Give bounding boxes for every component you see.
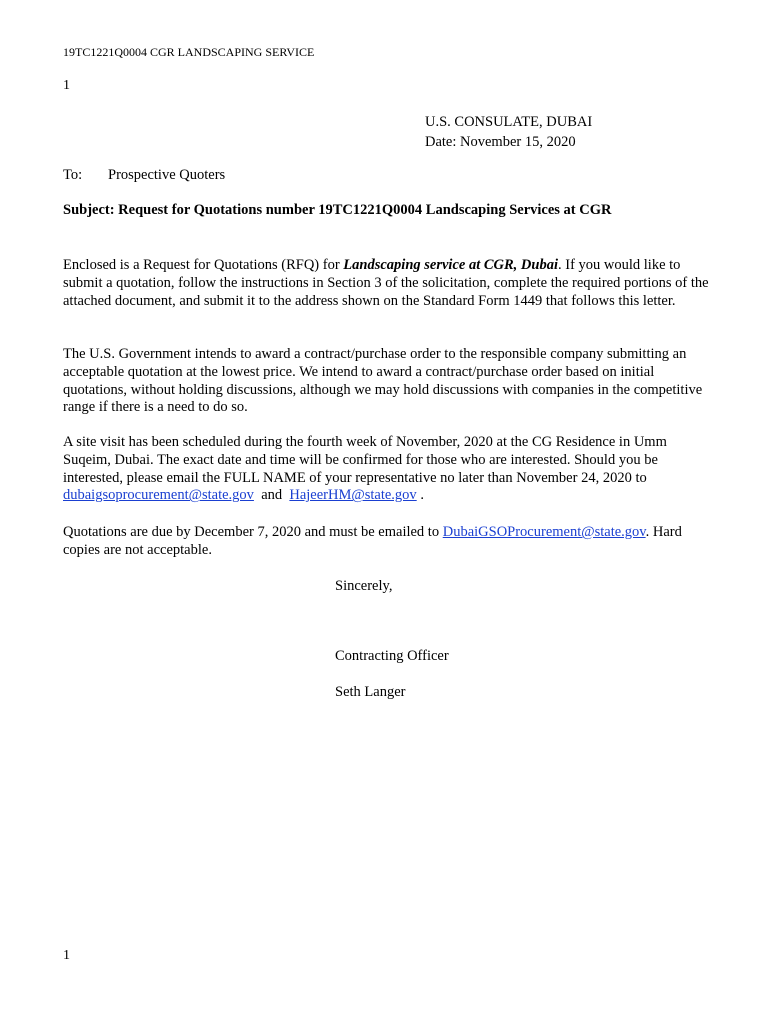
paragraph-enclosure xyxy=(63,257,713,310)
page-header: 19TC1221Q0004 CGR LANDSCAPING SERVICE xyxy=(63,45,315,59)
to-value: Prospective Quoters xyxy=(108,167,226,183)
sender-office: U.S. CONSULATE, DUBAI xyxy=(425,114,593,130)
email-link-dubaigso[interactable]: dubaigsoprocurement@state.gov xyxy=(63,487,254,504)
p1-emphasis: Landscaping service at CGR, Dubai xyxy=(343,257,558,273)
p3-between: and xyxy=(253,487,290,504)
paragraph-site-visit xyxy=(63,434,713,505)
p1-text-before: Enclosed is a Request for Quotations (RFQ) for xyxy=(63,257,344,273)
p3-text: A site visit has been scheduled during the fourth week of November, 2020 at the CG Residence in Umm Suqeim, Dubai. The exact date and time will be confirmed for those who are interested. Should you be interested, please email the FULL NAME of your representative no later than November 24, 2020 to xyxy=(63,434,667,486)
recipient-line xyxy=(63,167,226,184)
footer-page-number: 1 xyxy=(63,948,70,963)
to-label: To: xyxy=(63,167,83,183)
letter-date: Date: November 15, 2020 xyxy=(425,134,576,150)
signer-name: Seth Langer xyxy=(335,684,406,700)
subject-line: Subject: Request for Quotations number 19TC1221Q0004 Landscaping Services at CGR xyxy=(63,202,612,218)
email-link-hajeer[interactable]: HajeerHM@state.gov xyxy=(289,487,417,504)
sender-block xyxy=(425,112,592,152)
paragraph-award: The U.S. Government intends to award a contract/purchase order to the responsible company submitting an acceptable quotation at the lowest price. We intend to award a contract/purchase order based on initial quotations, without holding discussions, although we may hold discussions with companies in the competitive range if there is a need to do so. xyxy=(63,346,703,416)
header-page-number: 1 xyxy=(63,78,70,93)
p3-end: . xyxy=(416,487,424,504)
p4-text-after: . Hard copies are not acceptable. xyxy=(63,524,682,558)
closing-salutation: Sincerely, xyxy=(335,578,393,594)
paragraph-due-date xyxy=(63,524,713,560)
p4-text-before: Quotations are due by December 7, 2020 and must be emailed to xyxy=(63,524,443,540)
p1-text-after: . If you would like to submit a quotation, follow the instructions in Section 3 of the solicitation, complete the required portions of the attached document, and submit it to the address shown on the Standard Form 1449 that follows this letter. xyxy=(63,257,709,309)
signer-title: Contracting Officer xyxy=(335,648,449,664)
email-link-procurement[interactable]: DubaiGSOProcurement@state.gov xyxy=(442,524,646,540)
